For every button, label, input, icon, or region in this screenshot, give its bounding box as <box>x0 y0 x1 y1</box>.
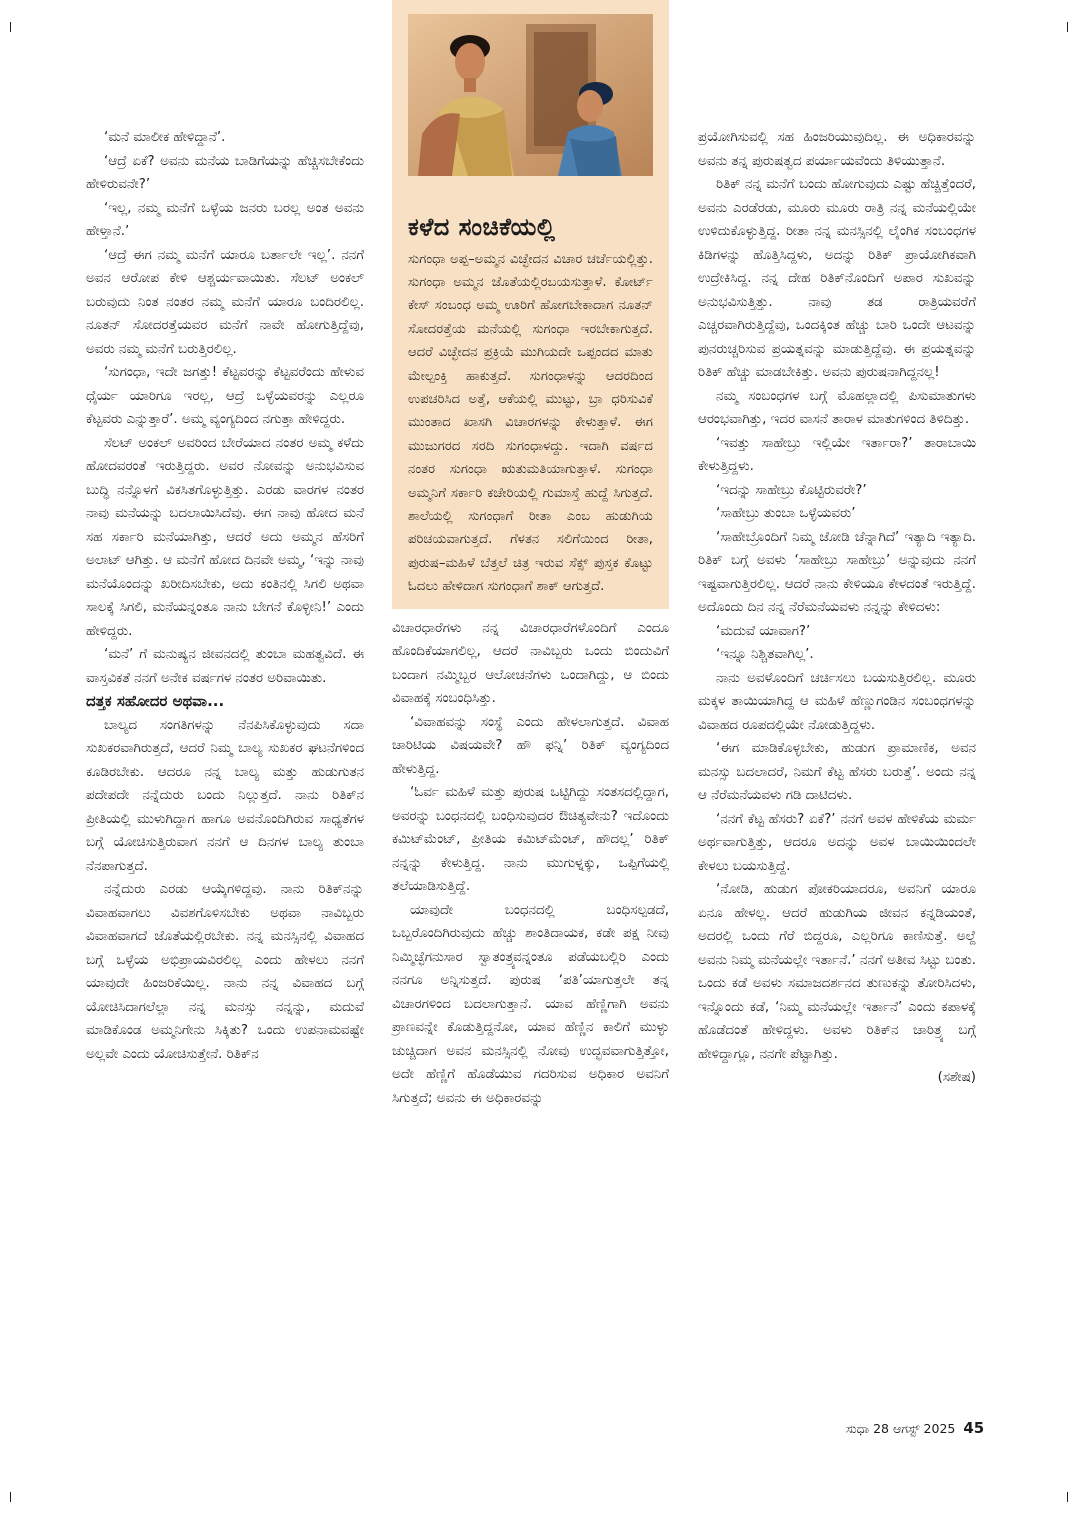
paragraph: ‘ಇನ್ನೂ ನಿಶ್ಚಿತವಾಗಿಲ್ಲ’. <box>716 647 814 662</box>
paragraph: ‘ಇವತ್ತು ಸಾಹೇಬ್ರು ಇಲ್ಲಿಯೇ ಇರ್ತಾರಾ?’ ತಾರಾಬಾಯಿ ಕೇಳುತ್ತಿದ್ದಳು. <box>698 435 976 474</box>
paragraph: ‘ಆದ್ರೆ ಈಗ ನಮ್ಮ ಮನೆಗೆ ಯಾರೂ ಬರ್ತಾಲೇ ಇಲ್ಲ’. ನನಗೆ ಅವನ ಆರೋಪ ಕೇಳಿ ಆಶ್ಚರ್ಯವಾಯಿತು. ಸೆಲಟ್ ಅಂಕಲ್ ಬರುವುದು ನಿಂತ ನಂತರ ನಮ್ಮ ಮನೆಗೆ ಯಾರೂ ಬಂದಿರಲಿಲ್ಲ. ನೂತನ್ ಸೋದರತ್ತೆಯವರ ಮನೆಗೆ ನಾವೇ ಹೋಗುತ್ತಿದ್ದೆವು, ಅವರು ನಮ್ಮ ಮನೆಗೆ ಬರುತ್ತಿರಲಿಲ್ಲ. <box>86 247 364 357</box>
paragraph: ‘ಆದ್ರೆ ಏಕೆ? ಅವನು ಮನೆಯ ಬಾಡಿಗೆಯನ್ನು ಹೆಚ್ಚಿಸಬೇಕೆಂದು ಹೇಳಿರುವನೇ?’ <box>86 153 364 192</box>
paragraph: ‘ಸುಗಂಧಾ, ಇದೇ ಜಗತ್ತು! ಕೆಟ್ಟವರನ್ನು ಕೆಟ್ಟವರೆಂದು ಹೇಳುವ ಧೈರ್ಯ ಯಾರಿಗೂ ಇರಲ್ಲ, ಆದ್ರೆ ಒಳ್ಳೆಯವರನ್ನು ಎಲ್ಲರೂ ಕೆಟ್ಟವರು ಎನ್ನುತ್ತಾರೆ’. ಅಮ್ಮ ವ್ಯಂಗ್ಯದಿಂದ ನಗುತ್ತಾ ಹೇಳಿದ್ದರು. <box>86 365 364 427</box>
page-number: 45 <box>963 1419 985 1437</box>
paragraph: ‘ಸಾಹೇಬ್ರು ತುಂಬಾ ಒಳ್ಳೆಯವರು’ <box>716 506 856 521</box>
paragraph: ನಾನು ಅವಳೊಂದಿಗೆ ಚರ್ಚಿಸಲು ಬಯಸುತ್ತಿರಲಿಲ್ಲ. ಮೂರು ಮಕ್ಕಳ ತಾಯಿಯಾಗಿದ್ದ ಆ ಮಹಿಳೆ ಹೆಣ್ಣುಗಂಡಿನ ಸಂಬಂಧಗಳನ್ನು ವಿವಾಹದ ರೂಪದಲ್ಲಿಯೇ ನೋಡುತ್ತಿದ್ದಳು. <box>698 670 976 733</box>
paragraph: ರಿತಿಕ್ ನನ್ನ ಮನೆಗೆ ಬಂದು ಹೋಗುವುದು ಎಷ್ಟು ಹೆಚ್ಚಿತ್ತೆಂದರೆ, ಅವನು ಎರಡೆರಡು, ಮೂರು ಮೂರು ರಾತ್ರಿ ನನ್ನ ಮನೆಯಲ್ಲಿಯೇ ಉಳಿದುಕೊಳ್ಳುತ್ತಿದ್ದ. ರೀತಾ ನನ್ನ ಮನಸ್ಸಿನಲ್ಲಿ ಲೈಂಗಿಕ ಸಂಬಂಧಗಳ ಕಿಡಿಗಳನ್ನು ಹೊತ್ತಿಸಿದ್ದಳು, ಅದನ್ನು ರಿತಿಕ್ ಪ್ರಾಯೋಗಿಕವಾಗಿ ಉದ್ರೇಕಿಸಿದ್ದ. ನನ್ನ ದೇಹ ರಿತಿಕ್‌ನೊಂದಿಗೆ ಅಪಾರ ಸುಖವನ್ನು ಅನುಭವಿಸುತ್ತಿತ್ತು. ನಾವು ತಡ ರಾತ್ರಿಯವರೆಗೆ ಎಚ್ಚರವಾಗಿರುತ್ತಿದ್ದೆವು, ಒಂದಕ್ಕಿಂತ ಹೆಚ್ಚು ಬಾರಿ ಒಂದೇ ಆಟವನ್ನು ಪುನರುಚ್ಚರಿಸುವ ಪ್ರಯತ್ನವನ್ನು ಮಾಡುತ್ತಿದ್ದೆವು. ಈ ಪ್ರಯತ್ನವನ್ನು ರಿತಿಕ್ ಹೆಚ್ಚು ಮಾಡಬೇಕಿತ್ತು. ಅವನು ಪುರುಷನಾಗಿದ್ದನಲ್ಲ! <box>698 177 976 380</box>
page-footer <box>846 1419 984 1437</box>
paragraph: ಬಾಲ್ಯದ ಸಂಗತಿಗಳನ್ನು ನೆನಪಿಸಿಕೊಳ್ಳುವುದು ಸದಾ ಸುಖಕರವಾಗಿರುತ್ತದೆ, ಆದರೆ ನಿಮ್ಮ ಬಾಲ್ಯ ಸುಖಕರ ಘಟನೆಗಳಿಂದ ಕೂಡಿರಬೇಕು. ಆದರೂ ನನ್ನ ಬಾಲ್ಯ ಮತ್ತು ಹುಡುಗುತನ ಪದೇಪದೇ ನನ್ನೆದುರು ಬಂದು ನಿಲ್ಲುತ್ತದೆ. ನಾನು ರಿತಿಕ್‌ನ ಪ್ರೀತಿಯಲ್ಲಿ ಮುಳುಗಿದ್ದಾಗ ಹಾಗೂ ಅವನೊಂದಿಗಿರುವ ಸಾಧ್ಯತೆಗಳ ಬಗ್ಗೆ ಯೋಚಿಸುತ್ತಿರುವಾಗ ನನಗೆ ಆ ದಿನಗಳ ಬಾಲ್ಯ ತುಂಬಾ ನೆನಪಾಗುತ್ತದೆ. <box>86 717 364 874</box>
column-right <box>698 126 976 1090</box>
paragraph: ‘ನೋಡಿ, ಹುಡುಗ ಪೋಕರಿಯಾದರೂ, ಅವನಿಗೆ ಯಾರೂ ಏನೂ ಹೇಳಲ್ಲ. ಆದರೆ ಹುಡುಗಿಯ ಜೀವನ ಕನ್ನಡಿಯಂತೆ, ಅದರಲ್ಲಿ ಒಂದು ಗೆರೆ ಬಿದ್ದರೂ, ಎಲ್ಲರಿಗೂ ಕಾಣಿಸುತ್ತೆ. ಅಲ್ದೆ ಅವನು ನಿಮ್ಮ ಮನೆಯಲ್ಲೇ ಇರ್ತಾನೆ.’ ನನಗೆ ಅತೀವ ಸಿಟ್ಟು ಬಂತು. ಒಂದು ಕಡೆ ಅವಳು ಸಮಾಜದರ್ಶನದ ತುಣುಕನ್ನು ತೋರಿಸಿದಳು, ಇನ್ನೊಂದು ಕಡೆ, ‘ನಿಮ್ಮ ಮನೆಯಲ್ಲೇ ಇರ್ತಾನೆ’ ಎಂದು ಕಪಾಳಕ್ಕೆ ಹೊಡೆದಂತೆ ಹೇಳಿದ್ದಳು. ಅವಳು ರಿತಿಕ್‌ನ ಚಾರಿತ್ರ್ಯ ಬಗ್ಗೆ ಹೇಳಿದ್ದಾಗ್ಲೂ, ನನಗೇ ಪೆಟ್ಟಾಗಿತ್ತು. <box>698 882 976 1062</box>
two-women-illustration <box>408 14 653 176</box>
paragraph: ‘ಓರ್ವ ಮಹಿಳೆ ಮತ್ತು ಪುರುಷ ಒಟ್ಟಿಗಿದ್ದು ಸಂತಸದಲ್ಲಿದ್ದಾಗ, ಅವರನ್ನು ಬಂಧನದಲ್ಲಿ ಬಂಧಿಸುವುದರ ಔಚಿತ್ಯವೇನು? ಇದೊಂದು ಕಮಿಟ್‌ಮೆಂಟ್, ಪ್ರೀತಿಯ ಕಮಿಟ್‌ಮೆಂಟ್, ಹೌದಲ್ಲ’ ರಿತಿಕ್ ನನ್ನನ್ನು ಕೇಳುತ್ತಿದ್ದ. ನಾನು ಮುಗುಳ್ನಕ್ಕು, ಒಪ್ಪಿಗೆಯಲ್ಲಿ ತಲೆಯಾಡಿಸುತ್ತಿದ್ದೆ. <box>392 785 669 895</box>
paragraph: ‘ಮದುವೆ ಯಾವಾಗ?’ <box>716 623 811 639</box>
summary-title: ಕಳೆದ ಸಂಚಿಕೆಯಲ್ಲಿ <box>408 213 556 241</box>
crop-mark <box>1067 1492 1068 1502</box>
paragraph: ಯಾವುದೇ ಬಂಧನದಲ್ಲಿ ಬಂಧಿಸಲ್ಪಡದೆ, ಒಬ್ಬರೊಂದಿಗಿರುವುದು ಹೆಚ್ಚು ಶಾಂತಿದಾಯಕ, ಕಡೇ ಪಕ್ಷ ನೀವು ನಿಮ್ಮಿಚ್ಛೆಗನುಸಾರ ಸ್ವಾತಂತ್ರ್ಯವನ್ನಂತೂ ಪಡೆಯಬಲ್ಲಿರಿ ಎಂದು ನನಗೂ ಅನ್ನಿಸುತ್ತದೆ. ಪುರುಷ ‘ಪತಿ’ಯಾಗುತ್ತಲೇ ತನ್ನ ವಿಚಾರಗಳಿಂದ ಬದಲಾಗುತ್ತಾನೆ. ಯಾವ ಹೆಣ್ಣಿಗಾಗಿ ಅವನು ಪ್ರಾಣವನ್ನೇ ಕೊಡುತ್ತಿದ್ದನೋ, ಯಾವ ಹೆಣ್ಣಿನ ಕಾಲಿಗೆ ಮುಳ್ಳು ಚುಚ್ಚಿದಾಗ ಅವನ ಮನಸ್ಸಿನಲ್ಲಿ ನೋವು ಉದ್ಭವವಾಗುತ್ತಿತ್ತೋ, ಅದೇ ಹೆಣ್ಣಿಗೆ ಹೊಡೆಯುವ ಗದರಿಸುವ ಅಧಿಕಾರ ಅವನಿಗೆ ಸಿಗುತ್ತದೆ; ಅವನು ಈ ಅಧಿಕಾರವನ್ನು <box>392 902 669 1106</box>
to-be-continued-mark: (ಸಶೇಷ) <box>937 1070 976 1085</box>
paragraph: ‘ಮನೆ ಮಾಲೀಕ ಹೇಳಿದ್ದಾನೆ’. <box>104 130 226 145</box>
magazine-name: ಸುಧಾ <box>846 1421 870 1436</box>
paragraph: ‘ಮನೆ’ ಗೆ ಮನುಷ್ಯನ ಜೀವನದಲ್ಲಿ ತುಂಬಾ ಮಹತ್ವವಿದೆ. ಈ ವಾಸ್ತವಿಕತೆ ನನಗೆ ಅನೇಕ ವರ್ಷಗಳ ನಂತರ ಅರಿವಾಯಿತು. <box>86 647 364 686</box>
paragraph: ‘ಇದನ್ನು ಸಾಹೇಬ್ರು ಕೊಟ್ಟಿರುವರೇ?’ <box>716 482 867 498</box>
paragraph: ‘ನನಗೆ ಕೆಟ್ಟ ಹೆಸರು? ಏಕೆ?’ ನನಗೆ ಅವಳ ಹೇಳಿಕೆಯ ಮರ್ಮ ಅರ್ಥವಾಗುತ್ತಿತ್ತು, ಆದರೂ ಅದನ್ನು ಅವಳ ಬಾಯಿಯಿಂದಲೇ ಕೇಳಲು ಬಯಸುತ್ತಿದ್ದೆ. <box>698 811 976 874</box>
column-left <box>86 126 364 1066</box>
paragraph: ಸೆಲಟ್ ಅಂಕಲ್ ಅವರಿಂದ ಬೇರೆಯಾದ ನಂತರ ಅಮ್ಮ ಕಳೆದು ಹೋದವರಂತೆ ಇರುತ್ತಿದ್ದರು. ಅವರ ನೋವನ್ನು ಅನುಭವಿಸುವ ಬುದ್ಧಿ ನನ್ನೊಳಗೆ ವಿಕಸಿತಗೊಳ್ಳುತ್ತಿತ್ತು. ಎರಡು ವಾರಗಳ ನಂತರ ನಾವು ಮನೆಯನ್ನು ಬದಲಾಯಿಸಿದೆವು. ಈಗ ನಾವು ಹೋದ ಮನೆ ಸಹ ಸರ್ಕಾರಿ ಮನೆಯಾಗಿತ್ತು, ಆದರೆ ಅದು ಅಮ್ಮನ ಹೆಸರಿಗೆ ಅಲಾಟ್ ಆಗಿತ್ತು. ಆ ಮನೆಗೆ ಹೋದ ದಿನವೇ ಅಮ್ಮ, ‘ಇನ್ನು ನಾವು ಮನೆಯೊಂದನ್ನು ಖರೀದಿಸಬೇಕು, ಅದು ಕಂತಿನಲ್ಲಿ ಸಿಗಲಿ ಅಥವಾ ಸಾಲಕ್ಕೆ ಸಿಗಲಿ, ಮನೆಯನ್ನಂತೂ ನಾನು ಬೇಗನೆ ಕೊಳ್ಳೀನಿ!’ ಎಂದು ಹೇಳಿದ್ದರು. <box>86 435 364 639</box>
paragraph: ನಮ್ಮ ಸಂಬಂಧಗಳ ಬಗ್ಗೆ ಮೊಹಲ್ಲಾದಲ್ಲಿ ಪಿಸುಮಾತುಗಳು ಆರಂಭವಾಗಿತ್ತು, ಇದರ ವಾಸನೆ ತಾರಾಳ ಮಾತುಗಳಿಂದ ತಿಳಿದಿತ್ತು. <box>698 388 976 427</box>
paragraph: ವಿಚಾರಧಾರೆಗಳು ನನ್ನ ವಿಚಾರಧಾರೆಗಳೊಂದಿಗೆ ಎಂದೂ ಹೊಂದಿಕೆಯಾಗಲಿಲ್ಲ, ಆದರೆ ನಾವಿಬ್ಬರು ಒಂದು ಬಿಂದುವಿಗೆ ಬಂದಾಗ ನಮ್ಮಿಬ್ಬರ ಆಲೋಚನೆಗಳು ಒಂದಾಗಿದ್ದು, ಆ ಬಿಂದು ವಿವಾಹಕ್ಕೆ ಸಂಬಂಧಿಸಿತ್ತು. <box>392 620 669 707</box>
paragraph: ‘ಸಾಹೇಬ್ರೊಂದಿಗೆ ನಿಮ್ಮ ಜೋಡಿ ಚೆನ್ನಾಗಿದೆ’ ಇತ್ಯಾದಿ ಇತ್ಯಾದಿ. ರಿತಿಕ್ ಬಗ್ಗೆ ಅವಳು ‘ಸಾಹೇಬ್ರು ಸಾಹೇಬ್ರು’ ಅನ್ನುವುದು ನನಗೆ ಇಷ್ಟವಾಗುತ್ತಿರಲಿಲ್ಲ. ಆದರೆ ನಾನು ಕೇಳಿಯೂ ಕೇಳದಂತೆ ಇರುತ್ತಿದ್ದೆ. ಅದೊಂದು ದಿನ ನನ್ನ ನೆರೆಮನೆಯವಳು ನನ್ನನ್ನು ಕೇಳಿದಳು: <box>698 529 976 615</box>
paragraph: ಪ್ರಯೋಗಿಸುವಲ್ಲಿ ಸಹ ಹಿಂಜರಿಯುವುದಿಲ್ಲ. ಈ ಅಧಿಕಾರವನ್ನು ಅವನು ತನ್ನ ಪುರುಷತ್ವದ ಪರ್ಯಾಯವೆಂದು ತಿಳಿಯುತ್ತಾನೆ. <box>698 130 976 169</box>
paragraph: ‘ಇಲ್ಲ, ನಮ್ಮ ಮನೆಗೆ ಒಳ್ಳೆಯ ಜನರು ಬರಲ್ಲ ಅಂತ ಅವನು ಹೇಳ್ತಾನೆ.’ <box>86 200 364 239</box>
crop-mark <box>10 1492 11 1502</box>
paragraph: ‘ಈಗ ಮಾಡಿಕೊಳ್ಳಬೇಕು, ಹುಡುಗ ಪ್ರಾಮಾಣಿಕ, ಅವನ ಮನಸ್ಸು ಬದಲಾದರೆ, ನಿಮಗೆ ಕೆಟ್ಟ ಹೆಸರು ಬರುತ್ತೆ’. ಅಂದು ನನ್ನ ಆ ನೆರೆಮನೆಯವಳು ಗಡಿ ದಾಟಿದಳು. <box>698 741 976 803</box>
summary-text: ಸುಗಂಧಾ ಅಪ್ಪ–ಅಮ್ಮನ ವಿಚ್ಛೇದನ ವಿಚಾರ ಚರ್ಚೆಯಲ್ಲಿತ್ತು. ಸುಗಂಧಾ ಅಮ್ಮನ ಜೊತೆಯಲ್ಲಿರಬಯಸುತ್ತಾಳೆ. ಕೋರ್ಟ್ ಕೇಸ್ ಸಂಬಂಧ ಅಮ್ಮ ಊರಿಗೆ ಹೋಗಬೇಕಾದಾಗ ನೂತನ್ ಸೋದರತ್ತೆಯ ಮನೆಯಲ್ಲಿ ಸುಗಂಧಾ ಇರಬೇಕಾಗುತ್ತದೆ. ಆದರೆ ವಿಚ್ಛೇದನ ಪ್ರಕ್ರಿಯೆ ಮುಗಿಯದೇ ಒಪ್ಪಂದದ ಮಾತು ಮೇಲ್ಪಂಕ್ತಿ ಹಾಕುತ್ತದೆ. ಸುಗಂಧಾಳನ್ನು ಆದರದಿಂದ ಉಪಚರಿಸಿದ ಅತ್ತೆ, ಆಕೆಯಲ್ಲಿ ಮುಟ್ಟು, ಬ್ರಾ ಧರಿಸುವಿಕೆ ಮುಂತಾದ ಖಾಸಗಿ ವಿಚಾರಗಳನ್ನು ಕೇಳುತ್ತಾಳೆ. ಈಗ ಮುಜುಗರದ ಸರದಿ ಸುಗಂಧಾಳದ್ದು. ಇದಾಗಿ ವರ್ಷದ ನಂತರ ಸುಗಂಧಾ ಋತುಮತಿಯಾಗುತ್ತಾಳೆ. ಸುಗಂಧಾ ಅಮ್ಮನಿಗೆ ಸರ್ಕಾರಿ ಕಚೇರಿಯಲ್ಲಿ ಗುಮಾಸ್ತೆ ಹುದ್ದೆ ಸಿಗುತ್ತದೆ. ಶಾಲೆಯಲ್ಲಿ ಸುಗಂಧಾಗೆ ರೀತಾ ಎಂಬ ಹುಡುಗಿಯ ಪರಿಚಯವಾಗುತ್ತದೆ. ಗೆಳತನ ಸಲಿಗೆಯಿಂದ ರೀತಾ, ಪುರುಷ–ಮಹಿಳೆ ಬೆತ್ತಲೆ ಚಿತ್ರ ಇರುವ ಸೆಕ್ಸ್ ಪುಸ್ತಕ ಕೊಟ್ಟು ಓದಲು ಹೇಳಿದಾಗ ಸುಗಂಧಾಗೆ ಶಾಕ್ ಆಗುತ್ತದೆ. <box>408 251 653 595</box>
column-middle-body <box>392 609 669 1111</box>
issue-date: 28 ಆಗಸ್ಟ್ 2025 <box>873 1421 956 1436</box>
section-subheading: ದತ್ತಕ ಸಹೋದರ ಅಥವಾ... <box>86 692 225 710</box>
paragraph: ನನ್ನೆದುರು ಎರಡು ಆಯ್ಕೆಗಳಿದ್ದವು. ನಾನು ರಿತಿಕ್‌ನನ್ನು ವಿವಾಹವಾಗಲು ವಿವಶಗೊಳಿಸಬೇಕು ಅಥವಾ ನಾವಿಬ್ಬರು ವಿವಾಹವಾಗದೆ ಜೊತೆಯಲ್ಲಿರಬೇಕು. ನನ್ನ ಮನಸ್ಸಿನಲ್ಲಿ ವಿವಾಹದ ಬಗ್ಗೆ ಒಳ್ಳೆಯ ಅಭಿಪ್ರಾಯವಿರಲಿಲ್ಲ ಎಂದು ಹೇಳಲು ನನಗೆ ಯಾವುದೇ ಹಿಂಜರಿಕೆಯಿಲ್ಲ. ನಾನು ನನ್ನ ವಿವಾಹದ ಬಗ್ಗೆ ಯೋಚಿಸಿದಾಗಲೆಲ್ಲಾ ನನ್ನ ಮನಸ್ಸು ನನ್ನನ್ನು, ಮದುವೆ ಮಾಡಿಕೊಂಡ ಅಮ್ಮನಿಗೇನು ಸಿಕ್ಕಿತು? ಒಂದು ಉಪನಾಮವಷ್ಟೇ ಅಲ್ಲವೇ ಎಂದು ಯೋಚಿಸುತ್ತೇನೆ. ರಿತಿಕ್‌ನ <box>86 882 364 1062</box>
crop-mark <box>10 22 11 32</box>
column-middle <box>392 0 669 1110</box>
crop-mark <box>1067 22 1068 32</box>
previous-episode-box <box>392 0 669 609</box>
paragraph: ‘ವಿವಾಹವನ್ನು ಸಂಸ್ಥೆ ಎಂದು ಹೇಳಲಾಗುತ್ತದೆ. ವಿವಾಹ ಚಾರಿಟಿಯ ವಿಷಯವೇ? ಹೌ ಫನ್ನಿ’ ರಿತಿಕ್ ವ್ಯಂಗ್ಯದಿಂದ ಹೇಳುತ್ತಿದ್ದ. <box>392 714 669 777</box>
